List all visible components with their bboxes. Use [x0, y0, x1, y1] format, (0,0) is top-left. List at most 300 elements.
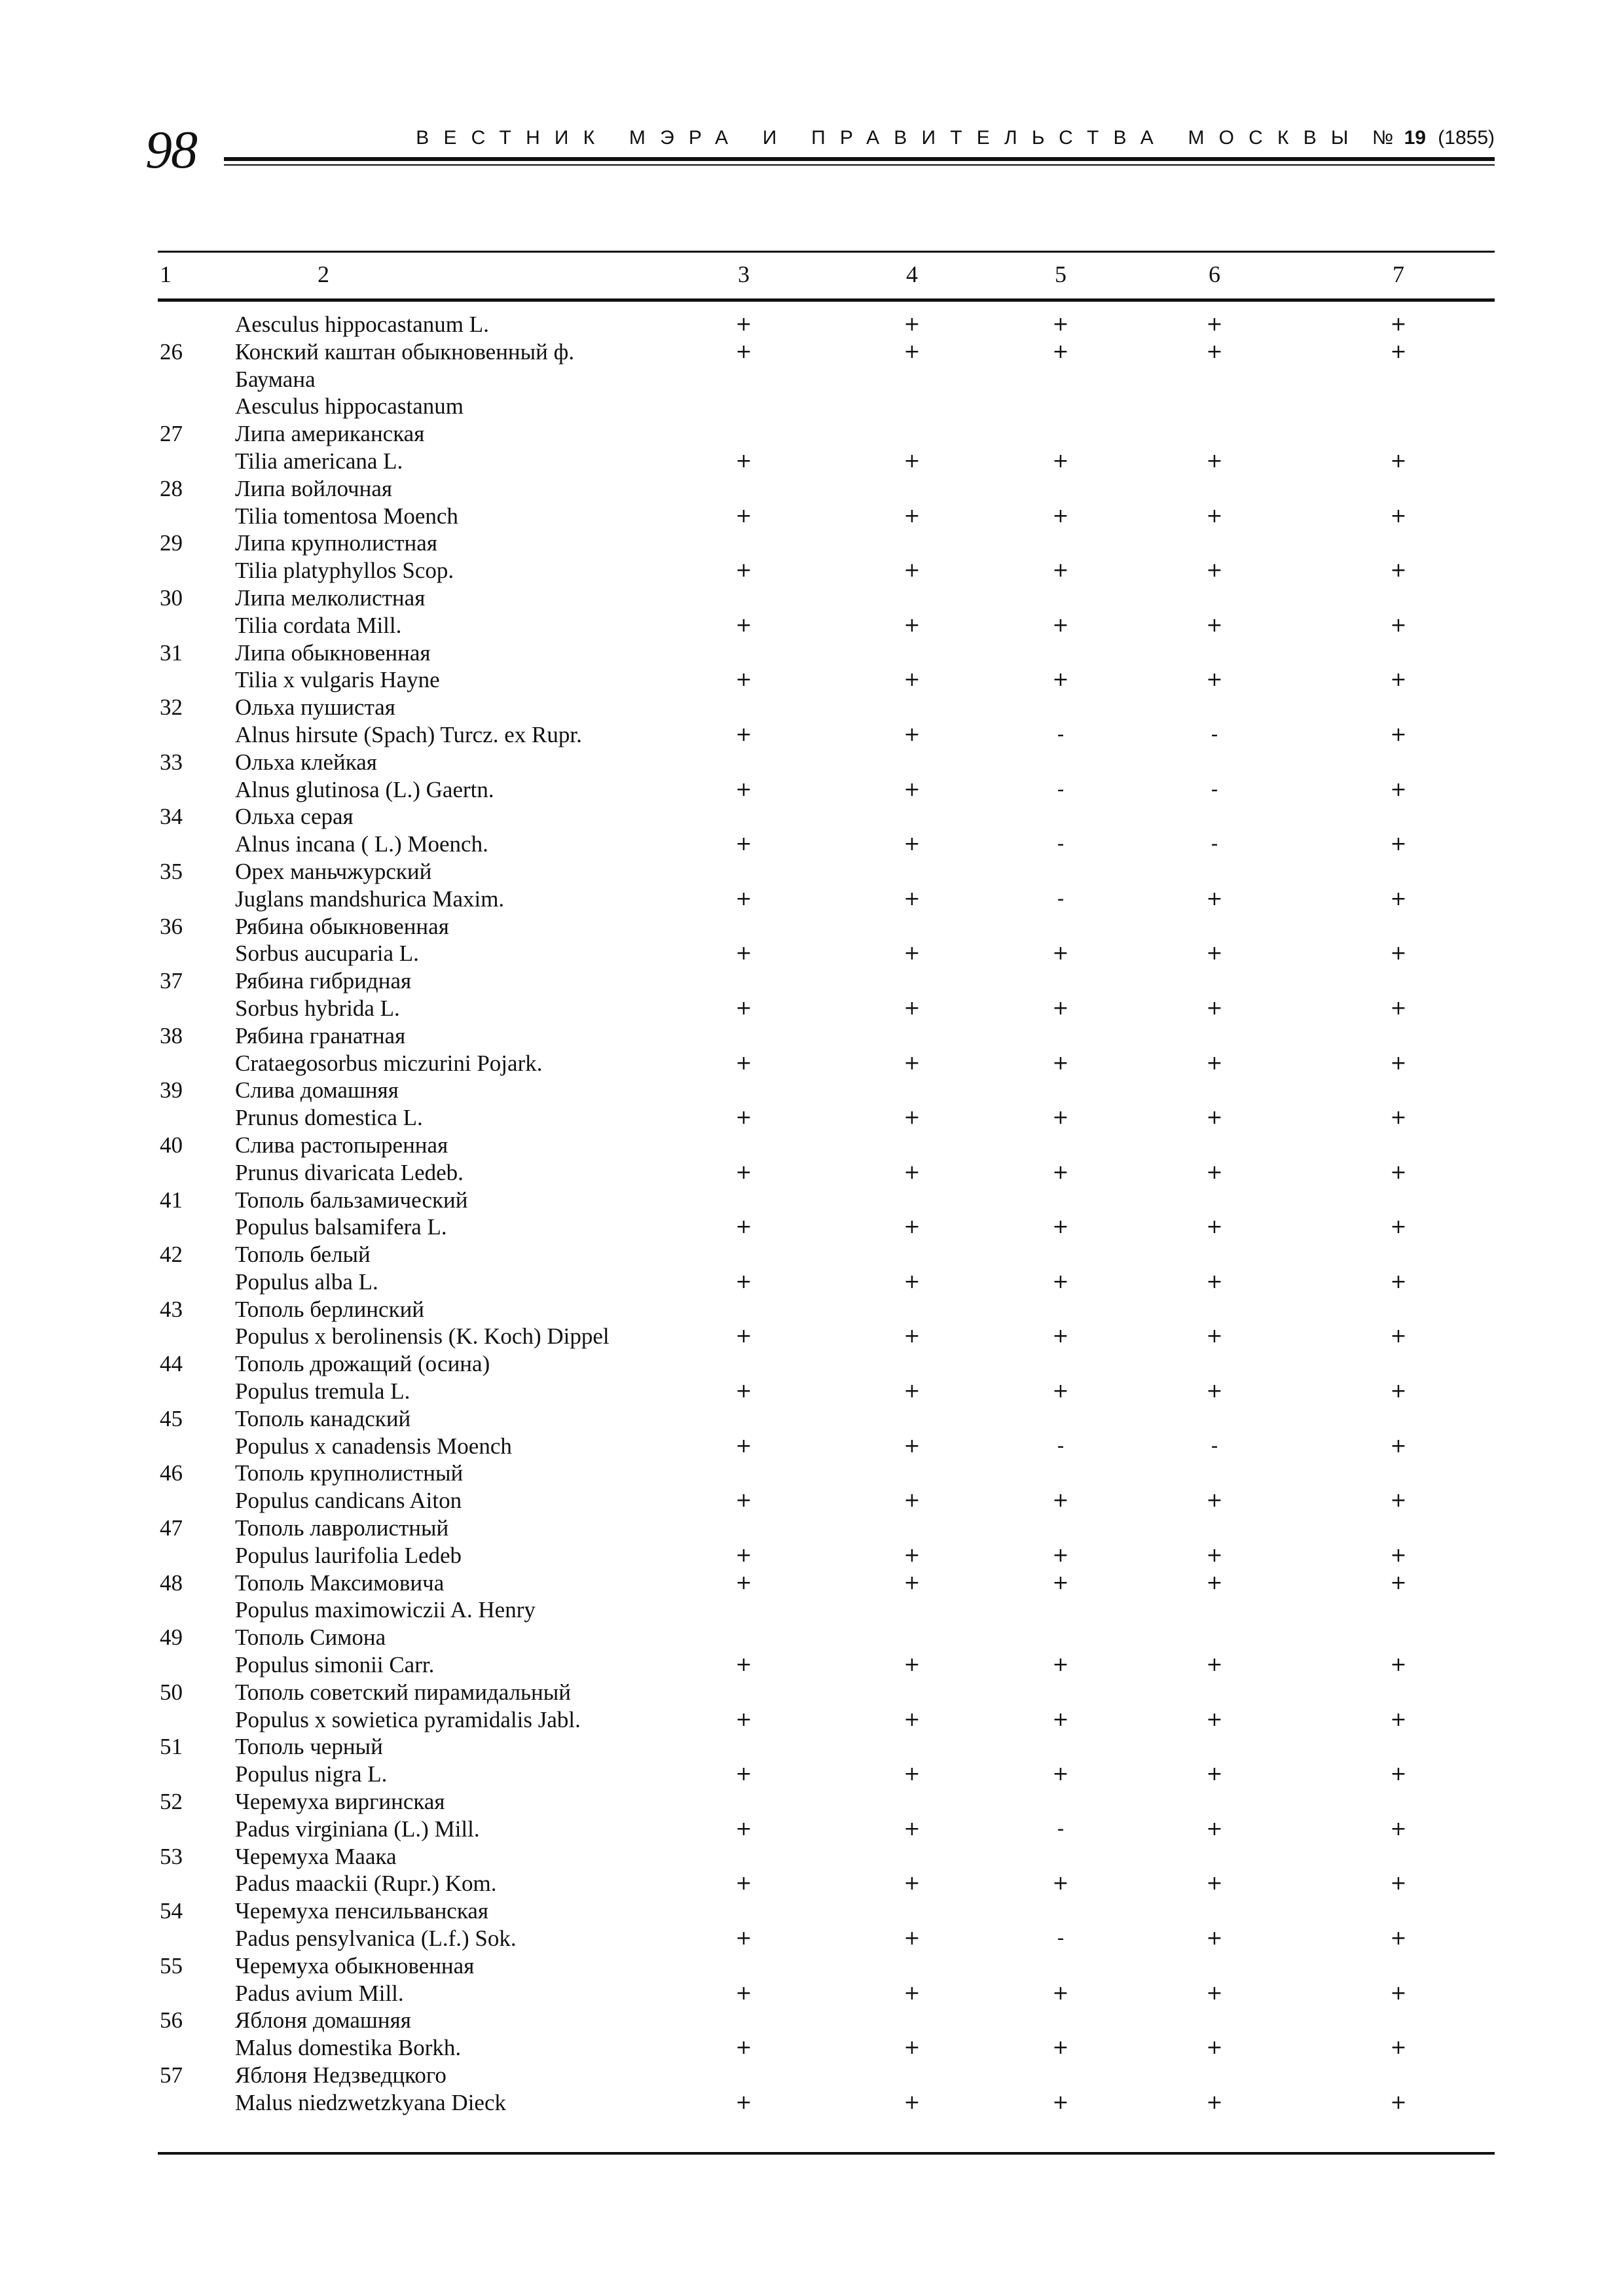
mark-col-7: +	[1390, 1817, 1407, 1840]
species-name: Populus nigra L.	[235, 1761, 388, 1787]
row-number: 30	[160, 584, 183, 611]
species-name: Prunus divaricata Ledeb.	[235, 1159, 464, 1185]
mark-col-4: +	[903, 449, 921, 473]
mark-col-3: +	[735, 1325, 752, 1348]
mark-col-7: +	[1390, 504, 1407, 528]
mark-col-4: +	[903, 1215, 921, 1239]
table-row	[158, 776, 1495, 804]
mark-col-5: +	[1052, 1489, 1069, 1513]
row-number: 36	[160, 913, 183, 939]
mark-col-6: +	[1206, 887, 1223, 910]
mark-col-3: +	[735, 1489, 752, 1513]
mark-col-6: +	[1206, 1817, 1223, 1840]
row-number: 28	[160, 475, 183, 501]
mark-col-6: +	[1206, 1106, 1223, 1130]
mark-col-3: +	[735, 449, 752, 473]
species-name: Тополь Симона	[235, 1624, 386, 1651]
table-row	[158, 1241, 1495, 1268]
mark-col-5: +	[1052, 1763, 1069, 1786]
mark-col-6: +	[1206, 1215, 1223, 1239]
species-name: Баумана	[235, 366, 316, 392]
table-row	[158, 529, 1495, 557]
row-number: 55	[160, 1952, 183, 1979]
row-number: 48	[160, 1570, 183, 1596]
row-number: 56	[160, 2007, 183, 2034]
mark-col-7: +	[1390, 1106, 1407, 1130]
table-row	[158, 666, 1495, 694]
number-sign: №	[1372, 127, 1395, 149]
mark-col-7: +	[1390, 1872, 1407, 1895]
col-header-1: 1	[160, 261, 172, 287]
table-row	[158, 858, 1495, 886]
issue-id: (1855)	[1438, 127, 1495, 149]
table-row	[158, 1925, 1495, 1952]
mark-col-4: +	[903, 2090, 921, 2114]
mark-col-6: +	[1206, 1708, 1223, 1731]
mark-col-3: +	[735, 2090, 752, 2114]
mark-col-4: +	[903, 833, 921, 856]
row-number: 52	[160, 1789, 183, 1815]
mark-col-3: +	[735, 1270, 752, 1293]
species-name: Липа крупнолистная	[235, 530, 437, 556]
mark-col-6: +	[1206, 1653, 1223, 1677]
mark-col-5: +	[1052, 504, 1069, 528]
row-number: 38	[160, 1022, 183, 1049]
col-header-5: 5	[1055, 261, 1067, 287]
col-header-3: 3	[738, 261, 750, 287]
mark-col-6: -	[1211, 833, 1218, 856]
mark-col-5: -	[1057, 833, 1065, 856]
table-row	[158, 913, 1495, 941]
mark-col-3: +	[735, 887, 752, 910]
species-name: Рябина обыкновенная	[235, 913, 449, 939]
row-number: 51	[160, 1734, 183, 1760]
mark-col-7: +	[1390, 887, 1407, 910]
mark-col-7: +	[1390, 340, 1407, 363]
species-name: Тополь Максимовича	[235, 1570, 445, 1596]
table-row	[158, 1515, 1495, 1542]
mark-col-3: +	[735, 778, 752, 801]
col-header-4: 4	[906, 261, 918, 287]
species-name: Aesculus hippocastanum	[235, 393, 464, 420]
species-name: Juglans mandshurica Maxim.	[235, 886, 505, 912]
mark-col-7: +	[1390, 668, 1407, 692]
species-name: Tilia americana L.	[235, 448, 403, 474]
mark-col-7: +	[1390, 996, 1407, 1020]
table-row	[158, 694, 1495, 721]
table-row	[158, 1433, 1495, 1460]
mark-col-6: +	[1206, 1380, 1223, 1403]
row-number: 41	[160, 1187, 183, 1213]
mark-col-4: +	[903, 313, 921, 336]
mark-col-7: +	[1390, 1543, 1407, 1567]
table-row	[158, 1570, 1495, 1597]
mark-col-4: +	[903, 1270, 921, 1293]
mark-col-7: +	[1390, 778, 1407, 801]
species-name: Alnus glutinosa (L.) Gaertn.	[235, 776, 494, 802]
mark-col-7: +	[1390, 1708, 1407, 1731]
species-name: Тополь лавролистный	[235, 1515, 449, 1541]
mark-col-6: +	[1206, 613, 1223, 637]
row-number: 40	[160, 1132, 183, 1158]
species-name: Тополь бальзамический	[235, 1187, 468, 1213]
mark-col-4: +	[903, 1543, 921, 1567]
mark-col-3: +	[735, 313, 752, 336]
col-header-2: 2	[318, 261, 329, 287]
mark-col-3: +	[735, 1872, 752, 1895]
mark-col-3: +	[735, 1215, 752, 1239]
mark-col-6: +	[1206, 449, 1223, 473]
mark-col-6: -	[1211, 778, 1218, 801]
table-row	[158, 1213, 1495, 1241]
species-name: Слива домашняя	[235, 1077, 399, 1103]
table-row	[158, 1104, 1495, 1132]
mark-col-3: +	[735, 613, 752, 637]
table-row	[158, 1542, 1495, 1570]
species-name: Тополь крупнолистный	[235, 1460, 464, 1486]
row-number: 27	[160, 421, 183, 447]
mark-col-4: +	[903, 559, 921, 583]
species-name: Populus maximowiczii A. Henry	[235, 1597, 536, 1623]
species-name: Alnus incana ( L.) Moench.	[235, 831, 488, 857]
mark-col-7: +	[1390, 1653, 1407, 1677]
mark-col-7: +	[1390, 559, 1407, 583]
mark-col-4: +	[903, 1160, 921, 1184]
species-name: Липа обыкновенная	[235, 639, 431, 666]
mark-col-4: +	[903, 1981, 921, 2005]
table-row	[158, 1761, 1495, 1788]
mark-col-5: +	[1052, 313, 1069, 336]
mark-col-6: +	[1206, 340, 1223, 363]
mark-col-3: +	[735, 504, 752, 528]
mark-col-6: +	[1206, 1543, 1223, 1567]
mark-col-5: +	[1052, 1981, 1069, 2005]
table-row	[158, 1816, 1495, 1843]
mark-col-7: +	[1390, 1489, 1407, 1513]
table-row	[158, 1077, 1495, 1104]
mark-col-5: +	[1052, 1872, 1069, 1895]
mark-col-3: +	[735, 1434, 752, 1458]
mark-col-6: +	[1206, 2036, 1223, 2060]
mark-col-7: +	[1390, 1571, 1407, 1594]
mark-col-7: +	[1390, 1434, 1407, 1458]
species-name: Populus simonii Carr.	[235, 1652, 435, 1678]
table-row	[158, 584, 1495, 612]
mark-col-5: -	[1057, 1817, 1065, 1840]
mark-col-6: -	[1211, 723, 1218, 746]
mark-col-4: +	[903, 504, 921, 528]
table-bottom-rule	[158, 2152, 1495, 2155]
mark-col-6: +	[1206, 559, 1223, 583]
mark-col-7: +	[1390, 2036, 1407, 2060]
species-name: Crataegosorbus miczurini Pojark.	[235, 1050, 543, 1076]
mark-col-6: +	[1206, 1571, 1223, 1594]
mark-col-3: +	[735, 1380, 752, 1403]
row-number: 29	[160, 530, 183, 556]
mark-col-6: +	[1206, 313, 1223, 336]
mark-col-7: +	[1390, 613, 1407, 637]
mark-col-4: +	[903, 1106, 921, 1130]
row-number: 33	[160, 749, 183, 775]
mark-col-5: -	[1057, 1434, 1065, 1458]
table-row	[158, 393, 1495, 420]
mark-col-7: +	[1390, 1380, 1407, 1403]
table-row	[158, 2062, 1495, 2089]
mark-col-5: +	[1052, 1051, 1069, 1075]
table-row	[158, 1378, 1495, 1405]
mark-col-3: +	[735, 2036, 752, 2060]
table-row	[158, 1843, 1495, 1871]
table-row	[158, 721, 1495, 749]
mark-col-5: +	[1052, 1380, 1069, 1403]
mark-col-7: +	[1390, 1763, 1407, 1786]
species-name: Populus x sowietica pyramidalis Jabl.	[235, 1706, 581, 1732]
mark-col-6: +	[1206, 1981, 1223, 2005]
species-name: Тополь черный	[235, 1734, 383, 1760]
mark-col-6: +	[1206, 1160, 1223, 1184]
row-number: 43	[160, 1296, 183, 1322]
mark-col-5: +	[1052, 942, 1069, 965]
mark-col-5: -	[1057, 723, 1065, 746]
table-row	[158, 1460, 1495, 1487]
species-name: Padus pensylvanica (L.f.) Sok.	[235, 1926, 517, 1952]
table-row	[158, 1487, 1495, 1515]
species-name: Populus laurifolia Ledeb	[235, 1542, 462, 1568]
mark-col-7: +	[1390, 1270, 1407, 1293]
mark-col-7: +	[1390, 723, 1407, 746]
mark-col-6: +	[1206, 1051, 1223, 1075]
species-name: Populus balsamifera L.	[235, 1214, 447, 1240]
mark-col-6: -	[1211, 1434, 1218, 1458]
mark-col-7: +	[1390, 449, 1407, 473]
row-number: 50	[160, 1679, 183, 1705]
table-row	[158, 1733, 1495, 1761]
mark-col-3: +	[735, 1543, 752, 1567]
mark-col-7: +	[1390, 1160, 1407, 1184]
mark-col-4: +	[903, 1051, 921, 1075]
species-name: Тополь берлинский	[235, 1296, 425, 1322]
row-number: 42	[160, 1242, 183, 1268]
species-name: Липа мелколистная	[235, 584, 426, 611]
species-name: Prunus domestica L.	[235, 1105, 423, 1131]
row-number: 34	[160, 804, 183, 830]
table-row	[158, 1405, 1495, 1433]
mark-col-4: +	[903, 996, 921, 1020]
mark-col-5: +	[1052, 996, 1069, 1020]
mark-col-3: +	[735, 1160, 752, 1184]
table-row	[158, 1897, 1495, 1925]
table-row	[158, 1596, 1495, 1624]
table-row	[158, 2034, 1495, 2062]
table-row	[158, 886, 1495, 913]
mark-col-5: +	[1052, 2036, 1069, 2060]
row-number: 49	[160, 1624, 183, 1651]
table-row	[158, 420, 1495, 448]
table-row	[158, 1022, 1495, 1050]
mark-col-6: +	[1206, 1270, 1223, 1293]
table-row	[158, 1706, 1495, 1734]
mark-col-6: +	[1206, 1763, 1223, 1786]
table-row	[158, 475, 1495, 503]
species-name: Черемуха пенсильванская	[235, 1898, 488, 1924]
mark-col-3: +	[735, 1763, 752, 1786]
row-number: 53	[160, 1843, 183, 1869]
species-name: Malus domestika Borkh.	[235, 2035, 462, 2061]
table-row	[158, 749, 1495, 776]
table-row	[158, 612, 1495, 639]
species-name: Tilia cordata Mill.	[235, 612, 402, 638]
mark-col-4: +	[903, 1763, 921, 1786]
species-name: Слива растопыренная	[235, 1132, 448, 1158]
mark-col-5: +	[1052, 1571, 1069, 1594]
mark-col-6: +	[1206, 504, 1223, 528]
header-rule-thin	[224, 164, 1495, 166]
mark-col-5: +	[1052, 1325, 1069, 1348]
mark-col-4: +	[903, 668, 921, 692]
table-row	[158, 803, 1495, 831]
table-row	[158, 1980, 1495, 2007]
mark-col-6: +	[1206, 1489, 1223, 1513]
mark-col-5: -	[1057, 778, 1065, 801]
mark-col-4: +	[903, 1325, 921, 1348]
table-row	[158, 1159, 1495, 1187]
mark-col-7: +	[1390, 942, 1407, 965]
species-name: Alnus hirsute (Spach) Turcz. ex Rupr.	[235, 721, 582, 747]
mark-col-4: +	[903, 778, 921, 801]
mark-col-7: +	[1390, 1051, 1407, 1075]
table-row	[158, 366, 1495, 393]
running-head	[416, 128, 1495, 148]
row-number: 44	[160, 1351, 183, 1377]
species-name: Тополь дрожащий (осина)	[235, 1351, 490, 1377]
header-rule-thick	[224, 157, 1495, 161]
species-name: Sorbus hybrida L.	[235, 995, 400, 1021]
species-name: Populus x berolinensis (K. Koch) Dippel	[235, 1323, 610, 1350]
mark-col-4: +	[903, 723, 921, 746]
mark-col-3: +	[735, 1106, 752, 1130]
mark-col-4: +	[903, 1872, 921, 1895]
species-name: Конский каштан обыкновенный ф.	[235, 338, 575, 365]
table-row	[158, 1679, 1495, 1706]
table-row	[158, 557, 1495, 584]
row-number: 39	[160, 1077, 183, 1103]
row-number: 26	[160, 338, 183, 365]
table-row	[158, 831, 1495, 858]
mark-col-5: +	[1052, 613, 1069, 637]
table-row	[158, 311, 1495, 338]
mark-col-5: +	[1052, 1270, 1069, 1293]
mark-col-3: +	[735, 1981, 752, 2005]
table-row	[158, 1132, 1495, 1159]
table-row	[158, 639, 1495, 667]
species-name: Яблоня домашняя	[235, 2007, 411, 2034]
mark-col-5: -	[1057, 1927, 1065, 1950]
species-name: Tilia tomentosa Moench	[235, 503, 458, 529]
mark-col-4: +	[903, 1817, 921, 1840]
species-name: Яблоня Недзведцкого	[235, 2062, 447, 2088]
mark-col-3: +	[735, 1653, 752, 1677]
species-name: Populus x canadensis Moench	[235, 1433, 512, 1459]
mark-col-4: +	[903, 887, 921, 910]
mark-col-6: +	[1206, 996, 1223, 1020]
row-number: 35	[160, 858, 183, 884]
species-name: Padus maackii (Rupr.) Kom.	[235, 1871, 497, 1897]
mark-col-4: +	[903, 2036, 921, 2060]
species-name: Populus candicans Aiton	[235, 1488, 462, 1514]
mark-col-4: +	[903, 942, 921, 965]
row-number: 57	[160, 2062, 183, 2088]
species-table	[158, 251, 1495, 2117]
mark-col-7: +	[1390, 313, 1407, 336]
mark-col-5: +	[1052, 1543, 1069, 1567]
table-row	[158, 1268, 1495, 1296]
species-name: Тополь канадский	[235, 1405, 411, 1431]
mark-col-3: +	[735, 668, 752, 692]
species-name: Padus virginiana (L.) Mill.	[235, 1816, 480, 1842]
table-row	[158, 1050, 1495, 1077]
table-row	[158, 1323, 1495, 1350]
mark-col-4: +	[903, 1653, 921, 1677]
species-name: Рябина гибридная	[235, 968, 412, 994]
species-name: Липа войлочная	[235, 475, 393, 501]
mark-col-5: +	[1052, 2090, 1069, 2114]
mark-col-5: +	[1052, 1215, 1069, 1239]
issue-number: 19	[1404, 127, 1426, 149]
mark-col-6: +	[1206, 2090, 1223, 2114]
table-row	[158, 1952, 1495, 1980]
mark-col-3: +	[735, 1571, 752, 1594]
table-row	[158, 338, 1495, 366]
mark-col-6: +	[1206, 1927, 1223, 1950]
species-name: Padus avium Mill.	[235, 1980, 404, 2006]
species-name: Липа американская	[235, 421, 425, 447]
species-name: Populus tremula L.	[235, 1378, 410, 1405]
species-name: Тополь советский пирамидальный	[235, 1679, 571, 1705]
table-row	[158, 1350, 1495, 1378]
table-row	[158, 1788, 1495, 1816]
mark-col-7: +	[1390, 1981, 1407, 2005]
mark-col-3: +	[735, 1708, 752, 1731]
table-row	[158, 1296, 1495, 1323]
species-name: Орех маньчжурский	[235, 858, 432, 884]
row-number: 45	[160, 1405, 183, 1431]
mark-col-7: +	[1390, 1325, 1407, 1348]
mark-col-5: +	[1052, 340, 1069, 363]
mark-col-7: +	[1390, 1927, 1407, 1950]
species-name: Malus niedzwetzkyana Dieck	[235, 2089, 507, 2115]
species-name: Ольха серая	[235, 804, 354, 830]
species-name: Тополь белый	[235, 1242, 371, 1268]
table-body	[158, 302, 1495, 2117]
table-row	[158, 503, 1495, 530]
mark-col-4: +	[903, 1927, 921, 1950]
mark-col-3: +	[735, 942, 752, 965]
mark-col-3: +	[735, 1817, 752, 1840]
mark-col-4: +	[903, 1434, 921, 1458]
species-name: Черемуха обыкновенная	[235, 1952, 475, 1979]
mark-col-3: +	[735, 1051, 752, 1075]
row-number: 47	[160, 1515, 183, 1541]
row-number: 37	[160, 968, 183, 994]
mark-col-5: +	[1052, 1106, 1069, 1130]
table-row	[158, 1624, 1495, 1651]
mark-col-6: +	[1206, 1325, 1223, 1348]
species-name: Tilia platyphyllos Scop.	[235, 558, 454, 584]
table-row	[158, 448, 1495, 475]
mark-col-4: +	[903, 1571, 921, 1594]
table-row	[158, 995, 1495, 1022]
species-name: Aesculus hippocastanum L.	[235, 312, 489, 337]
